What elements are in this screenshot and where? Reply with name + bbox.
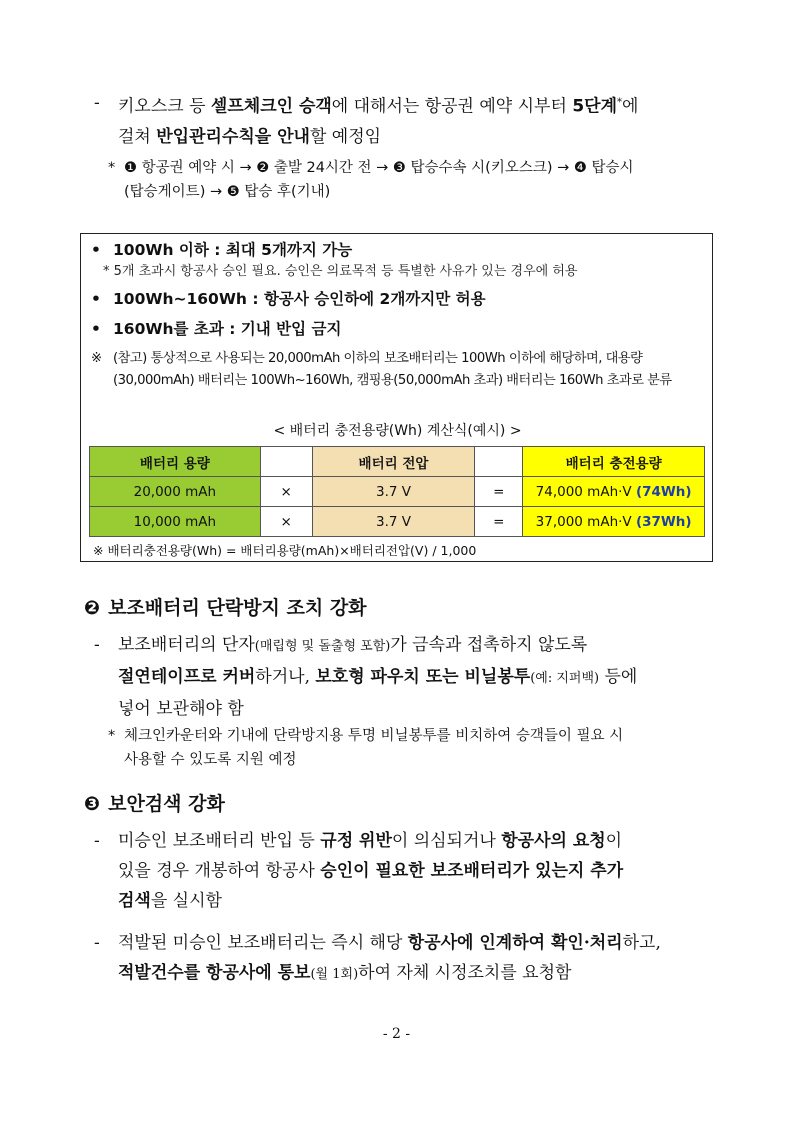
steps-line-1: ❶ 항공권 예약 시 → ❷ 출발 24시간 전 → ❸ 탑승수속 시(키오스크) → ❹ 탑승시 bbox=[124, 160, 634, 176]
cell-times: × bbox=[260, 507, 312, 537]
section-2-number: ❷ bbox=[84, 597, 101, 619]
reference-symbol: ※ bbox=[91, 351, 102, 366]
note-star: * bbox=[108, 160, 116, 176]
cell-equals: = bbox=[475, 507, 523, 537]
section-3-item-1 bbox=[94, 826, 724, 916]
header-blank bbox=[260, 447, 312, 477]
cell-voltage: 3.7 V bbox=[312, 507, 475, 537]
text: 에 bbox=[622, 96, 639, 117]
text: 걸쳐 bbox=[118, 126, 157, 147]
text: 하고, bbox=[622, 933, 661, 953]
rule-text: 100Wh~160Wh : 항공사 승인하에 2개까지만 허용 bbox=[113, 290, 486, 308]
header-blank bbox=[475, 447, 523, 477]
text: 가 금속과 접촉하지 않도록 bbox=[390, 635, 588, 655]
cell-capacity: 10,000 mAh bbox=[90, 507, 261, 537]
note-star: * bbox=[108, 728, 116, 744]
text: 하거나, bbox=[255, 667, 316, 687]
intro-paragraph bbox=[94, 88, 724, 152]
cell-charge bbox=[523, 507, 705, 537]
text: 이 bbox=[605, 831, 623, 851]
bold-text: 보호형 파우치 또는 비닐봉투 bbox=[315, 667, 531, 687]
cell-capacity: 20,000 mAh bbox=[90, 477, 261, 507]
text: 하여 자체 시정조치를 요청함 bbox=[358, 963, 572, 983]
dash-marker: - bbox=[94, 635, 100, 655]
dash-marker: - bbox=[94, 831, 100, 851]
note-line-2: 사용할 수 있도록 지원 예정 bbox=[124, 752, 297, 768]
table-row bbox=[90, 477, 705, 507]
cell-voltage: 3.7 V bbox=[312, 477, 475, 507]
charge-wh: (74Wh) bbox=[635, 483, 692, 500]
charge-value: 37,000 mAh·V bbox=[535, 513, 636, 530]
cell-times: × bbox=[260, 477, 312, 507]
text: 이 의심되거나 bbox=[391, 831, 502, 851]
bold-text: 규정 위반 bbox=[320, 831, 392, 851]
bold-text: 셀프체크인 승객 bbox=[210, 96, 332, 117]
bold-text: 승인이 필요한 보조배터리가 있는지 추가 bbox=[320, 861, 624, 881]
rule-bullet-2 bbox=[91, 288, 486, 310]
battery-rules-box bbox=[80, 233, 713, 562]
text: 할 예정임 bbox=[309, 126, 382, 147]
text: 넣어 보관해야 함 bbox=[118, 699, 244, 719]
section-2-heading bbox=[84, 594, 367, 622]
cell-charge bbox=[523, 477, 705, 507]
steps-line-2: (탑승게이트) → ❺ 탑승 후(기내) bbox=[124, 184, 331, 200]
capacity-formula: ※ 배터리충전용량(Wh) = 배터리용량(mAh)×배터리전압(V) / 1,000 bbox=[93, 543, 477, 558]
table-row bbox=[90, 507, 705, 537]
small-text: (매립형 및 돌출형 포함) bbox=[254, 639, 391, 654]
table-title: < 배터리 충전용량(Wh) 계산식(예시) > bbox=[273, 423, 522, 439]
charge-wh: (37Wh) bbox=[635, 513, 692, 530]
bullet-dot: • bbox=[91, 320, 101, 338]
section-3-title: 보안검색 강화 bbox=[108, 793, 225, 815]
bullet-dot: • bbox=[91, 290, 101, 308]
page-number: - 2 - bbox=[382, 1026, 411, 1042]
header-capacity: 배터리 용량 bbox=[90, 447, 261, 477]
text: 에 대해서는 항공권 예약 시부터 bbox=[331, 96, 573, 117]
reference-line-2: (30,000mAh) 배터리는 100Wh~160Wh, 캠핑용(50,000mAh 초과) 배터리는 160Wh 초과로 분류 bbox=[113, 373, 672, 388]
steps-note bbox=[108, 156, 724, 204]
text: 있을 경우 개봉하여 항공사 bbox=[118, 861, 321, 881]
section-2-paragraph bbox=[94, 630, 724, 724]
bullet-dot: • bbox=[91, 241, 101, 259]
text: 을 실시함 bbox=[150, 891, 222, 911]
section-3-number: ❸ bbox=[84, 793, 101, 815]
bold-text: 항공사에 인계하여 확인·처리 bbox=[407, 933, 623, 953]
text: 키오스크 등 bbox=[118, 96, 211, 117]
superscript: * bbox=[617, 97, 622, 108]
bold-text: 절연테이프로 커버 bbox=[118, 667, 256, 687]
rule-text: 100Wh 이하 : 최대 5개까지 가능 bbox=[113, 241, 353, 259]
header-charge: 배터리 충전용량 bbox=[523, 447, 705, 477]
charge-value: 74,000 mAh·V bbox=[535, 483, 636, 500]
bold-text: 검색 bbox=[118, 891, 151, 911]
small-text: (월 1회) bbox=[310, 967, 359, 982]
header-voltage: 배터리 전압 bbox=[312, 447, 475, 477]
reference-note bbox=[91, 348, 701, 392]
rule-1-note: * 5개 초과시 항공사 승인 필요. 승인은 의료목적 등 특별한 사유가 있는 경우에 허용 bbox=[103, 264, 578, 279]
note-line-1: 체크인카운터와 기내에 단락방지용 투명 비닐봉투를 비치하여 승객들이 필요 시 bbox=[124, 728, 624, 744]
cell-equals: = bbox=[475, 477, 523, 507]
small-text: (예: 지퍼백) bbox=[530, 671, 600, 686]
dash-marker: - bbox=[94, 933, 100, 953]
bold-text: 반입관리수칙을 안내 bbox=[156, 126, 310, 147]
battery-calc-table bbox=[89, 446, 705, 537]
table-header-row bbox=[90, 447, 705, 477]
section-2-title: 보조배터리 단락방지 조치 강화 bbox=[108, 597, 367, 619]
rule-text: 160Wh를 초과 : 기내 반입 금지 bbox=[113, 320, 342, 338]
bold-text: 5단계 bbox=[572, 96, 617, 117]
bold-text: 적발건수를 항공사에 통보 bbox=[118, 963, 311, 983]
dash-marker: - bbox=[94, 93, 100, 113]
rule-bullet-1 bbox=[91, 239, 352, 261]
text: 보조배터리의 단자 bbox=[118, 635, 255, 655]
reference-line-1: (참고) 통상적으로 사용되는 20,000mAh 이하의 보조배터리는 100Wh 이하에 해당하며, 대용량 bbox=[113, 351, 643, 366]
text: 적발된 미승인 보조배터리는 즉시 해당 bbox=[118, 933, 408, 953]
section-3-heading bbox=[84, 790, 225, 818]
text: 등에 bbox=[599, 667, 638, 687]
bold-text: 항공사의 요청 bbox=[501, 831, 606, 851]
section-2-note bbox=[108, 724, 724, 772]
text: 미승인 보조배터리 반입 등 bbox=[118, 831, 321, 851]
rule-bullet-3 bbox=[91, 318, 341, 340]
section-3-item-2 bbox=[94, 928, 724, 990]
